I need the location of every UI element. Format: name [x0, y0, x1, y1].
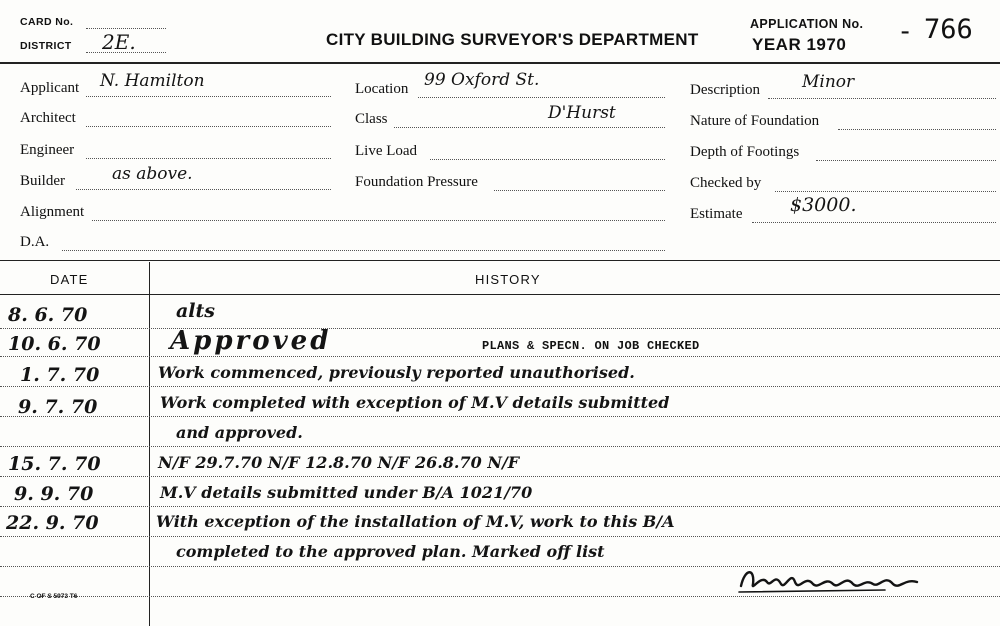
- class-line: [394, 127, 665, 128]
- row-line: [0, 356, 1000, 357]
- depth-of-footings-label: Depth of Footings: [690, 144, 800, 160]
- description-line: [768, 98, 996, 99]
- applicant-label: Applicant: [20, 80, 80, 96]
- table-column-divider: [149, 262, 150, 626]
- row-line: [0, 386, 1000, 387]
- district-label: DISTRICT: [20, 40, 72, 52]
- row-line: [0, 446, 1000, 447]
- live-load-label: Live Load: [355, 143, 418, 159]
- card-no-line: [86, 28, 166, 29]
- class-value: D'Hurst: [548, 103, 616, 123]
- history-date: 1. 7. 70: [20, 364, 100, 386]
- history-entry-continued: and approved.: [176, 423, 303, 442]
- row-line: [0, 506, 1000, 507]
- row-line: [0, 416, 1000, 417]
- class-label: Class: [355, 111, 388, 127]
- district-value: 2E.: [102, 30, 136, 54]
- description-value: Minor: [802, 72, 855, 92]
- nature-of-foundation-line: [838, 129, 996, 130]
- department-title: CITY BUILDING SURVEYOR'S DEPARTMENT: [326, 30, 699, 49]
- history-date: 9. 9. 70: [14, 483, 94, 505]
- history-date: 22. 9. 70: [6, 512, 99, 534]
- row-line: [0, 536, 1000, 537]
- year-label: YEAR 1970: [752, 35, 847, 54]
- history-entry: M.V details submitted under B/A 1021/70: [160, 483, 533, 502]
- applicant-line: [86, 96, 331, 97]
- history-entry: alts: [176, 300, 216, 322]
- estimate-value: $3000.: [790, 194, 857, 216]
- builder-label: Builder: [20, 173, 65, 189]
- applicant-value: N. Hamilton: [100, 71, 205, 91]
- engineer-line: [86, 158, 331, 159]
- da-line: [62, 250, 665, 251]
- signature: [735, 562, 925, 596]
- fields-divider: [0, 260, 1000, 261]
- foundation-pressure-label: Foundation Pressure: [355, 174, 478, 190]
- builder-value: as above.: [112, 164, 193, 184]
- form-code: C OF S 5973 T6: [30, 593, 78, 600]
- header-divider: [0, 62, 1000, 64]
- date-column-header: DATE: [50, 272, 89, 287]
- history-column-header: HISTORY: [475, 272, 541, 287]
- location-line: [418, 97, 665, 98]
- foundation-pressure-line: [494, 190, 665, 191]
- description-label: Description: [690, 82, 760, 98]
- row-line: [0, 596, 1000, 597]
- application-dash: -: [897, 16, 914, 47]
- history-date: 9. 7. 70: [18, 396, 98, 418]
- da-label: D.A.: [20, 234, 50, 250]
- depth-of-footings-line: [816, 160, 996, 161]
- location-value: 99 Oxford St.: [424, 70, 540, 90]
- history-entry: Work completed with exception of M.V details submitted: [160, 393, 670, 412]
- history-date: 10. 6. 70: [8, 333, 101, 355]
- history-date: 8. 6. 70: [8, 304, 88, 326]
- history-date: 15. 7. 70: [8, 453, 101, 475]
- estimate-line: [752, 222, 996, 223]
- plans-checked-stamp: PLANS & SPECN. ON JOB CHECKED: [482, 339, 700, 353]
- application-number: 766: [924, 14, 973, 45]
- location-label: Location: [355, 81, 409, 97]
- alignment-line: [92, 220, 665, 221]
- architect-line: [86, 126, 331, 127]
- architect-label: Architect: [20, 110, 76, 126]
- application-label: APPLICATION No.: [750, 17, 864, 31]
- card-no-label: CARD No.: [20, 16, 74, 28]
- row-line: [0, 476, 1000, 477]
- live-load-line: [430, 159, 665, 160]
- history-entry: Approved: [170, 326, 332, 356]
- table-header-divider: [0, 294, 1000, 295]
- alignment-label: Alignment: [20, 204, 85, 220]
- estimate-label: Estimate: [690, 206, 743, 222]
- checked-by-line: [775, 191, 996, 192]
- history-entry: Work commenced, previously reported unauthorised.: [158, 363, 635, 382]
- checked-by-label: Checked by: [690, 175, 762, 191]
- history-entry-continued: completed to the approved plan. Marked off list: [176, 542, 605, 561]
- engineer-label: Engineer: [20, 142, 75, 158]
- nature-of-foundation-label: Nature of Foundation: [690, 113, 820, 129]
- history-entry: N/F 29.7.70 N/F 12.8.70 N/F 26.8.70 N/F: [158, 453, 520, 472]
- history-entry: With exception of the installation of M.V, work to this B/A: [156, 512, 675, 531]
- row-line: [0, 328, 1000, 329]
- builder-line: [76, 189, 331, 190]
